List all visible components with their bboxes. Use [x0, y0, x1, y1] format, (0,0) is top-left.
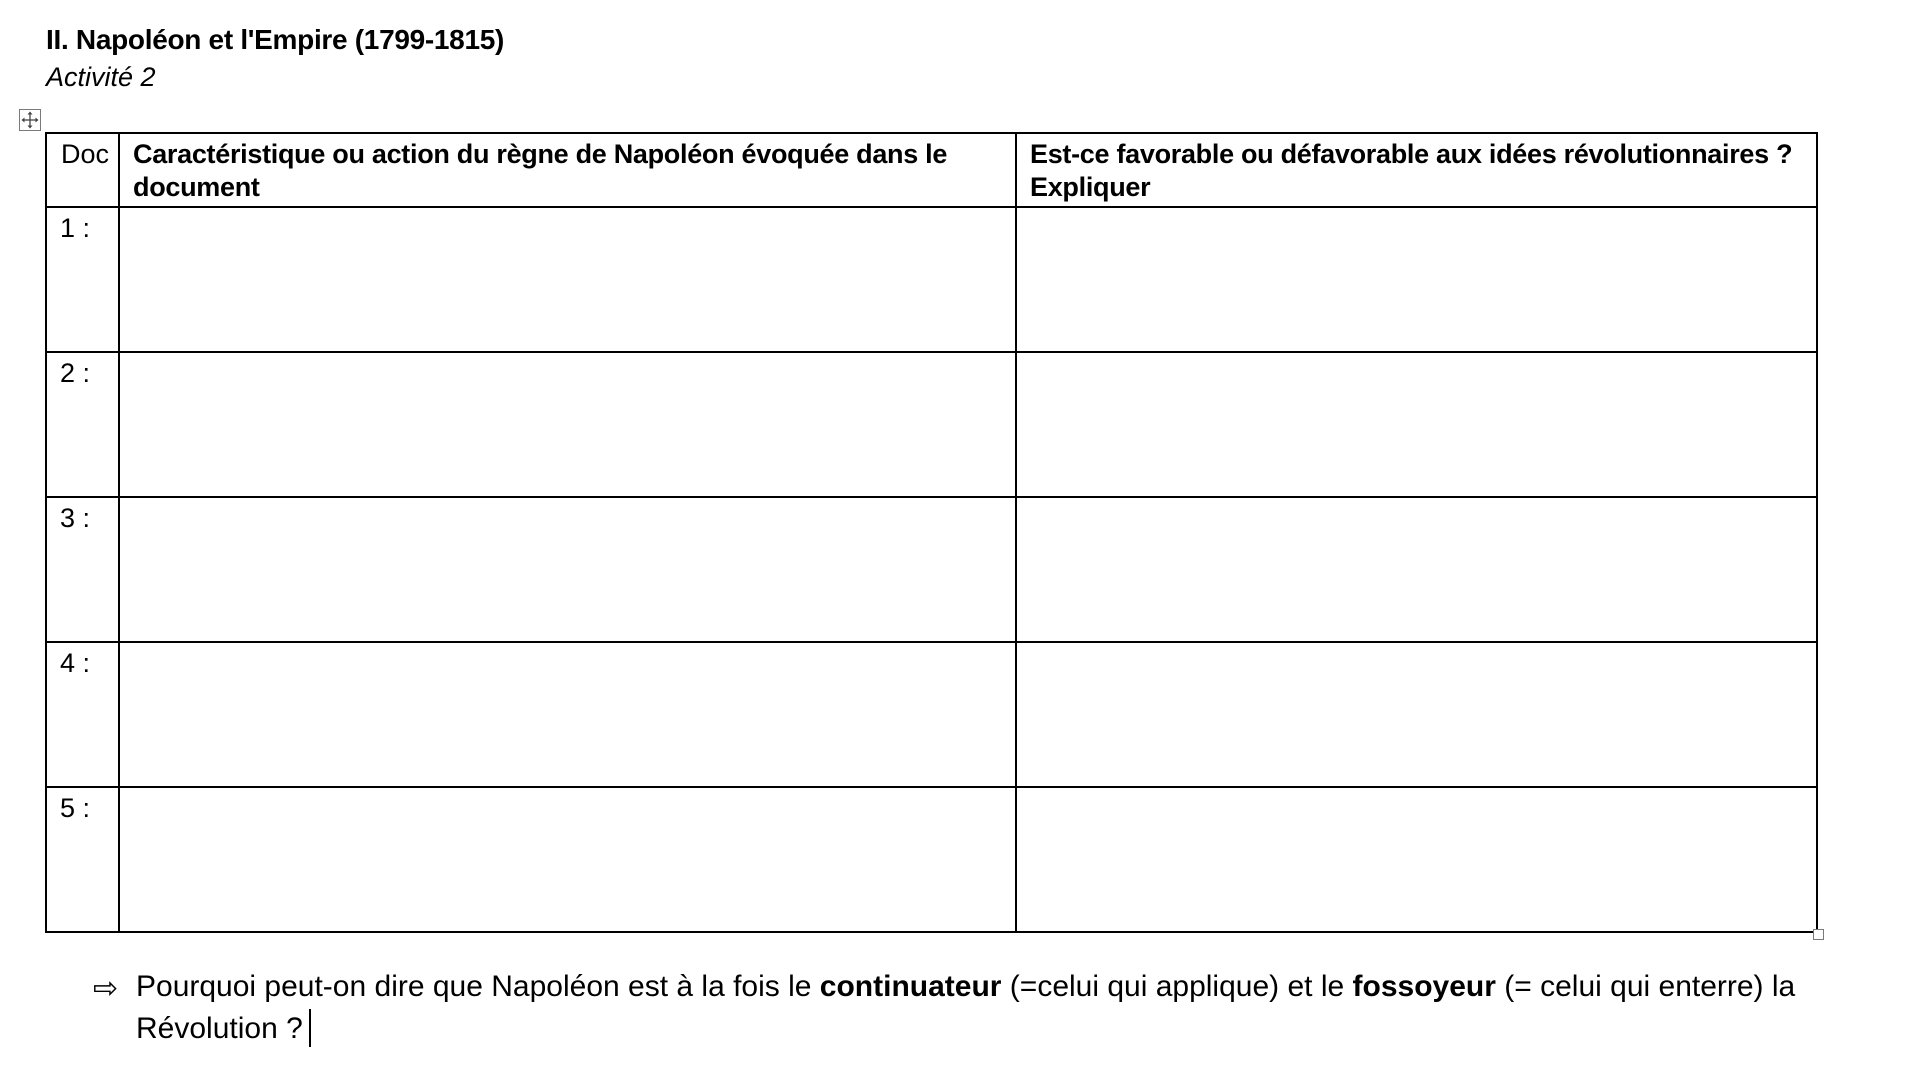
- favorable-cell[interactable]: [1016, 352, 1817, 497]
- caracteristique-cell[interactable]: [119, 207, 1016, 352]
- activity-table: [45, 132, 1818, 933]
- keyword-fossoyeur: fossoyeur: [1352, 970, 1496, 1003]
- table-row: [46, 787, 1817, 932]
- doc-number-cell: 2 :: [46, 352, 119, 497]
- header-favorable: Est-ce favorable ou défavorable aux idées révolutionnaires ? Expliquer: [1016, 133, 1817, 207]
- favorable-cell[interactable]: [1016, 787, 1817, 932]
- table-move-handle-icon[interactable]: [19, 109, 41, 131]
- keyword-continuateur: continuateur: [819, 970, 1002, 1003]
- table-header-row: [46, 133, 1817, 207]
- section-title: II. Napoléon et l'Empire (1799-1815): [46, 24, 505, 55]
- caracteristique-cell[interactable]: [119, 787, 1016, 932]
- question-text: [136, 966, 1893, 1050]
- table-row: [46, 497, 1817, 642]
- activity-subtitle: Activité 2: [46, 62, 156, 92]
- question-text-part: Pourquoi peut-on dire que Napoléon est à la fois le: [136, 970, 820, 1003]
- favorable-cell[interactable]: [1016, 642, 1817, 787]
- table-resize-handle-icon[interactable]: [1813, 929, 1824, 940]
- caracteristique-cell[interactable]: [119, 642, 1016, 787]
- favorable-cell[interactable]: [1016, 497, 1817, 642]
- question-text-part: (=celui qui applique) et le: [1001, 970, 1353, 1003]
- question-text-part: (= celui qui enterre) la Révolution ?: [136, 970, 1796, 1045]
- table-row: [46, 207, 1817, 352]
- header-caracteristique: Caractéristique ou action du règne de Napoléon évoquée dans le document: [119, 133, 1016, 207]
- outline-arrow-right-icon: ⇨: [93, 972, 119, 1005]
- table-row: [46, 642, 1817, 787]
- doc-number-cell: 4 :: [46, 642, 119, 787]
- doc-number-cell: 1 :: [46, 207, 119, 352]
- caracteristique-cell[interactable]: [119, 352, 1016, 497]
- caracteristique-cell[interactable]: [119, 497, 1016, 642]
- doc-number-cell: 5 :: [46, 787, 119, 932]
- question-paragraph[interactable]: [93, 966, 1893, 1050]
- table-row: [46, 352, 1817, 497]
- text-cursor: [309, 1009, 311, 1047]
- header-doc: Doc: [46, 133, 119, 207]
- favorable-cell[interactable]: [1016, 207, 1817, 352]
- doc-number-cell: 3 :: [46, 497, 119, 642]
